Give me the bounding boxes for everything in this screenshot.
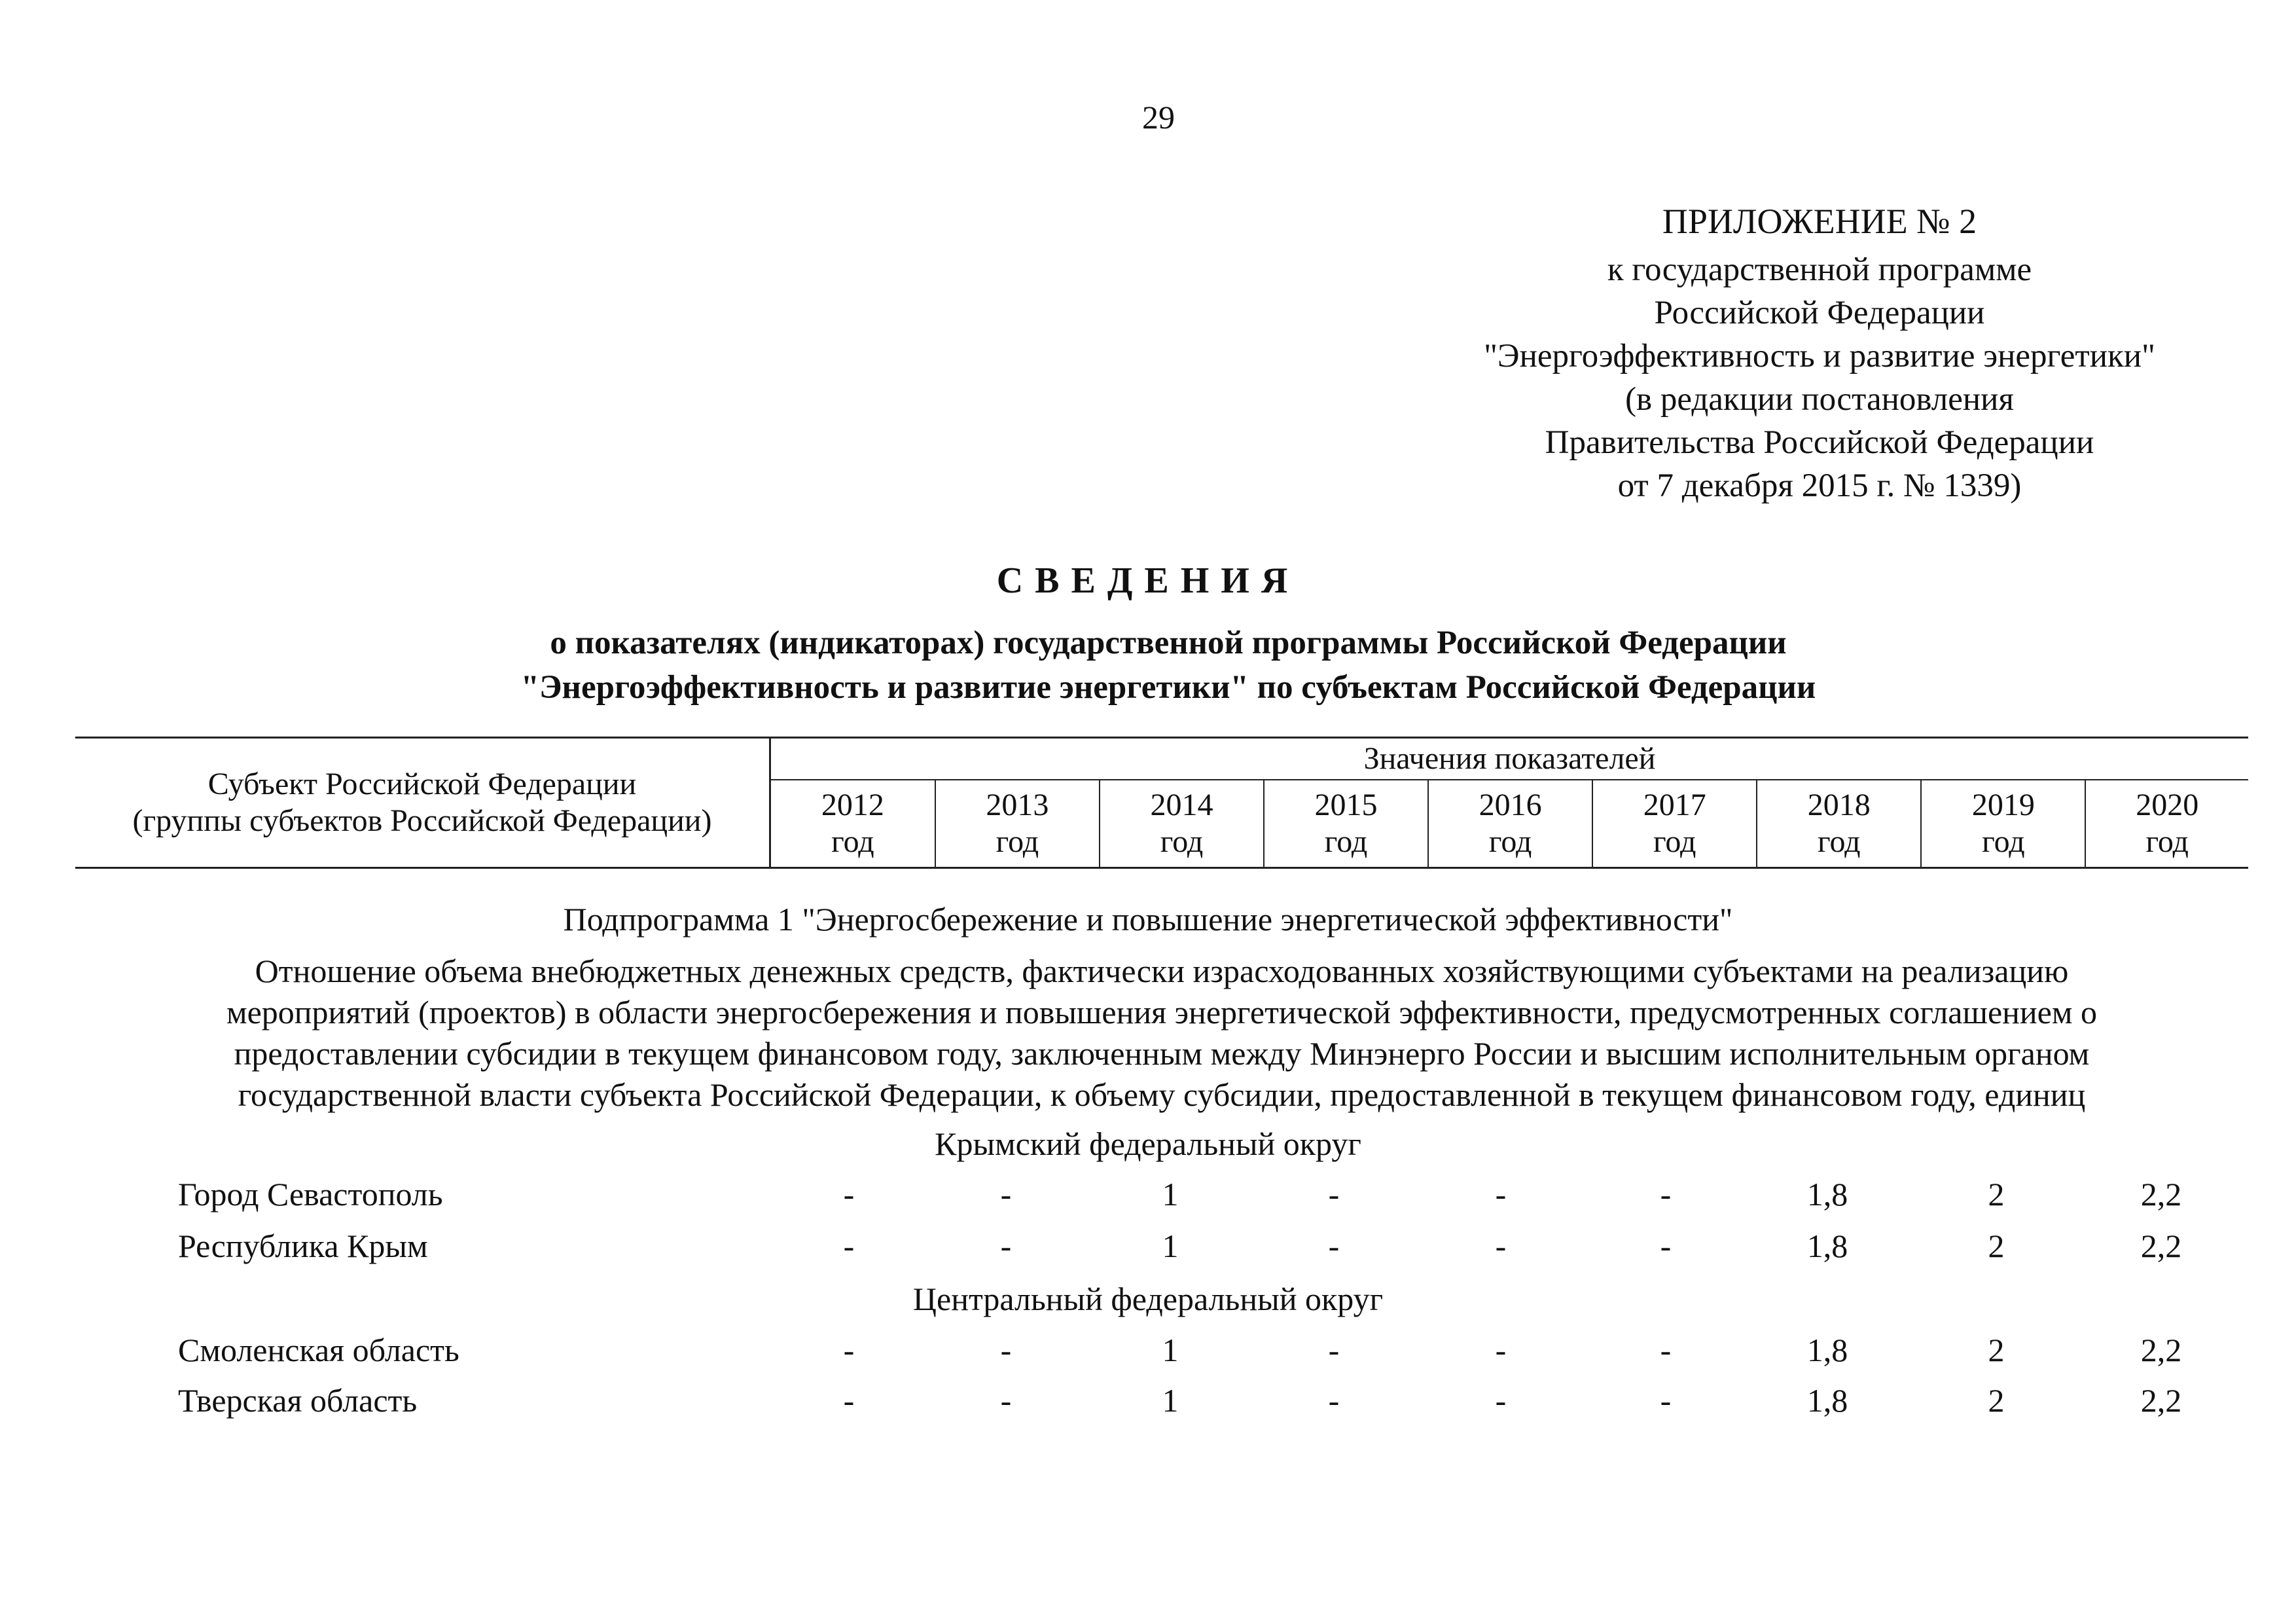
year-unit: год xyxy=(1160,824,1204,859)
year-unit: год xyxy=(1653,824,1696,859)
year-label: 2013 xyxy=(986,788,1049,822)
value-cell: - xyxy=(1000,1176,1012,1213)
region-name: Смоленская область xyxy=(178,1332,459,1368)
value-cell: - xyxy=(1328,1382,1340,1419)
value-cell: 2,2 xyxy=(2140,1332,2182,1368)
document-title: СВЕДЕНИЯ xyxy=(996,560,1300,601)
indicator-line: государственной власти субъекта Российской Федерации, к объему субсидии, предоставленной в текущем финансовом году, единиц xyxy=(238,1076,2086,1113)
year-column-header xyxy=(2085,780,2248,868)
value-cell: 2 xyxy=(1988,1176,2005,1213)
appendix-line: "Энергоэффективность и развитие энергетики" xyxy=(1484,338,2155,374)
value-cell: - xyxy=(1328,1228,1340,1264)
year-label: 2017 xyxy=(1643,788,1706,822)
appendix-line: (в редакции постановления xyxy=(1625,381,2014,418)
value-cell: - xyxy=(1000,1332,1012,1368)
value-cell: 1,8 xyxy=(1806,1228,1848,1264)
indicator-line: мероприятий (проектов) в области энергосбережения и повышения энергетической эффективности, предусмотренных соглашением о xyxy=(226,994,2098,1030)
appendix-line: Правительства Российской Федерации xyxy=(1545,424,2094,461)
table-row xyxy=(0,1381,2296,1427)
year-unit: год xyxy=(1488,824,1532,859)
appendix-block xyxy=(1374,200,2265,507)
subject-header-line: (группы субъектов Российской Федерации) xyxy=(132,803,712,838)
value-cell: - xyxy=(843,1176,855,1213)
value-cell: - xyxy=(1660,1382,1672,1419)
value-cell: - xyxy=(1328,1332,1340,1368)
subtitle-line: "Энергоэффективность и развитие энергетики" по субъектам Российской Федерации xyxy=(520,669,1816,706)
year-unit: год xyxy=(2145,824,2189,859)
value-cell: - xyxy=(1660,1176,1672,1213)
value-cell: - xyxy=(843,1382,855,1419)
year-label: 2014 xyxy=(1150,788,1213,822)
year-column-header xyxy=(1428,780,1592,868)
district-heading: Центральный федеральный округ xyxy=(912,1281,1384,1317)
year-label: 2020 xyxy=(2136,788,2199,822)
value-cell: 1,8 xyxy=(1806,1332,1848,1368)
year-column-header xyxy=(1921,780,2085,868)
subtitle-line: о показателях (индикаторах) государственной программы Российской Федерации xyxy=(550,625,1787,661)
indicator-line: Отношение объема внебюджетных денежных средств, фактически израсходованных хозяйствующими субъектами на реализацию xyxy=(255,953,2069,989)
value-cell: - xyxy=(1660,1332,1672,1368)
value-cell: - xyxy=(1328,1176,1340,1213)
district-heading: Крымский федеральный округ xyxy=(935,1125,1361,1162)
value-cell: - xyxy=(1495,1332,1507,1368)
year-column-header xyxy=(770,780,935,868)
page-number: 29 xyxy=(1142,99,1175,136)
year-label: 2015 xyxy=(1314,788,1378,822)
year-label: 2018 xyxy=(1807,788,1871,822)
year-column-header xyxy=(935,780,1100,868)
year-unit: год xyxy=(1818,824,1861,859)
value-cell: 2,2 xyxy=(2140,1176,2182,1213)
table-row xyxy=(0,1175,2296,1221)
value-cell: 2 xyxy=(1988,1228,2005,1264)
region-name: Город Севастополь xyxy=(178,1176,443,1213)
subject-column-header xyxy=(75,738,770,868)
value-cell: - xyxy=(843,1332,855,1368)
value-cell: 1,8 xyxy=(1806,1176,1848,1213)
table-row xyxy=(0,1331,2296,1377)
value-cell: - xyxy=(1000,1228,1012,1264)
value-cell: 2,2 xyxy=(2140,1228,2182,1264)
value-cell: - xyxy=(1495,1176,1507,1213)
subject-header-line: Субъект Российской Федерации xyxy=(207,767,637,801)
subprogram-heading: Подпрограмма 1 "Энергосбережение и повышение энергетической эффективности" xyxy=(563,901,1733,938)
year-unit: год xyxy=(996,824,1039,859)
value-cell: 2 xyxy=(1988,1332,2005,1368)
year-column-header xyxy=(1264,780,1428,868)
year-label: 2019 xyxy=(1971,788,2035,822)
value-cell: 1 xyxy=(1162,1382,1179,1419)
values-column-header: Значения показателей xyxy=(770,738,2249,780)
indicator-description xyxy=(0,951,2296,1116)
table-row xyxy=(0,1227,2296,1273)
year-column-header xyxy=(1592,780,1757,868)
appendix-title: ПРИЛОЖЕНИЕ № 2 xyxy=(1662,202,1977,241)
appendix-line: от 7 декабря 2015 г. № 1339) xyxy=(1617,467,2022,504)
value-cell: - xyxy=(1495,1382,1507,1419)
value-cell: 1,8 xyxy=(1806,1382,1848,1419)
year-label: 2016 xyxy=(1479,788,1542,822)
document-subtitle xyxy=(0,621,2296,710)
year-unit: год xyxy=(831,824,874,859)
value-cell: - xyxy=(1000,1382,1012,1419)
value-cell: - xyxy=(1495,1228,1507,1264)
year-column-header xyxy=(1757,780,1921,868)
value-cell: - xyxy=(843,1228,855,1264)
value-cell: 1 xyxy=(1162,1228,1179,1264)
appendix-line: Российской Федерации xyxy=(1654,295,1985,331)
indicator-line: предоставлении субсидии в текущем финансовом году, заключенным между Минэнерго России и высшим исполнительным органом xyxy=(234,1035,2090,1072)
table-header xyxy=(75,737,2248,869)
appendix-line: к государственной программе xyxy=(1607,251,2032,288)
value-cell: 2 xyxy=(1988,1382,2005,1419)
region-name: Тверская область xyxy=(178,1382,418,1419)
year-label: 2012 xyxy=(821,788,884,822)
year-column-header xyxy=(1100,780,1264,868)
year-unit: год xyxy=(1324,824,1368,859)
region-name: Республика Крым xyxy=(178,1228,428,1264)
value-cell: - xyxy=(1660,1228,1672,1264)
value-cell: 1 xyxy=(1162,1332,1179,1368)
value-cell: 2,2 xyxy=(2140,1382,2182,1419)
value-cell: 1 xyxy=(1162,1176,1179,1213)
year-unit: год xyxy=(1982,824,2025,859)
